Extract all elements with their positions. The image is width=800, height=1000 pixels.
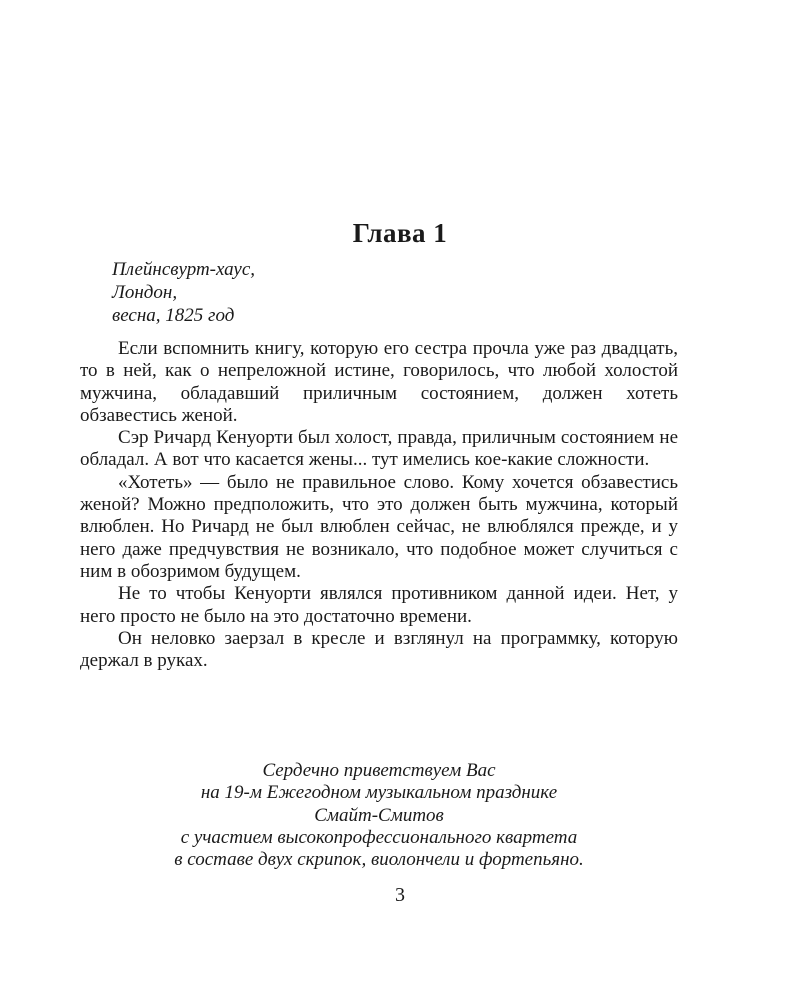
invitation-line: на 19-м Ежегодном музыкальном празднике xyxy=(200,782,558,804)
epigraph-line-date: весна, 1825 год xyxy=(112,305,235,326)
epigraph xyxy=(112,258,512,327)
paragraph: Сэр Ричард Кенуорти был холост, правда, приличным состоянием не обладал. А вот что касается жены... тут имелись кое-какие сложности. xyxy=(80,427,678,471)
page-number: 3 xyxy=(395,884,405,906)
program-invitation xyxy=(80,760,678,871)
paragraph: Он неловко заерзал в кресле и взглянул на программку, которую держал в руках. xyxy=(80,627,678,672)
invitation-line: с участием высокопрофессионального квартета xyxy=(180,826,578,848)
paragraph: Если вспомнить книгу, которую его сестра прочла уже раз двадцать, то в ней, как о непреложной истине, говорилось, что любой холостой мужчина, обладавший приличным состоянием, должен хотеть обзавестись женой. xyxy=(80,338,678,426)
invitation-line: Сердечно приветствуем Вас xyxy=(262,760,496,781)
epigraph-line-place: Плейнсвурт-хаус, xyxy=(112,259,256,280)
paragraph: Не то чтобы Кенуорти являлся противником данной идеи. Нет, у него просто не было на это достаточно времени. xyxy=(80,583,678,627)
epigraph-line-city: Лондон, xyxy=(112,282,178,303)
chapter-title: Глава 1 xyxy=(352,218,448,248)
body-text xyxy=(80,338,678,672)
invitation-line: Смайт-Смитов xyxy=(314,804,444,826)
paragraph: «Хотеть» — было не правильное слово. Кому хочется обзавестись женой? Можно предположить, что это должен быть мужчина, который влюблен. Но Ричард не был влюблен сейчас, не влюблялся прежде, и у него даже предчувствия не возникало, что подобное может случиться с ним в обозримом будущем. xyxy=(80,471,678,582)
invitation-line: в составе двух скрипок, виолончели и фортепьяно. xyxy=(174,849,584,871)
